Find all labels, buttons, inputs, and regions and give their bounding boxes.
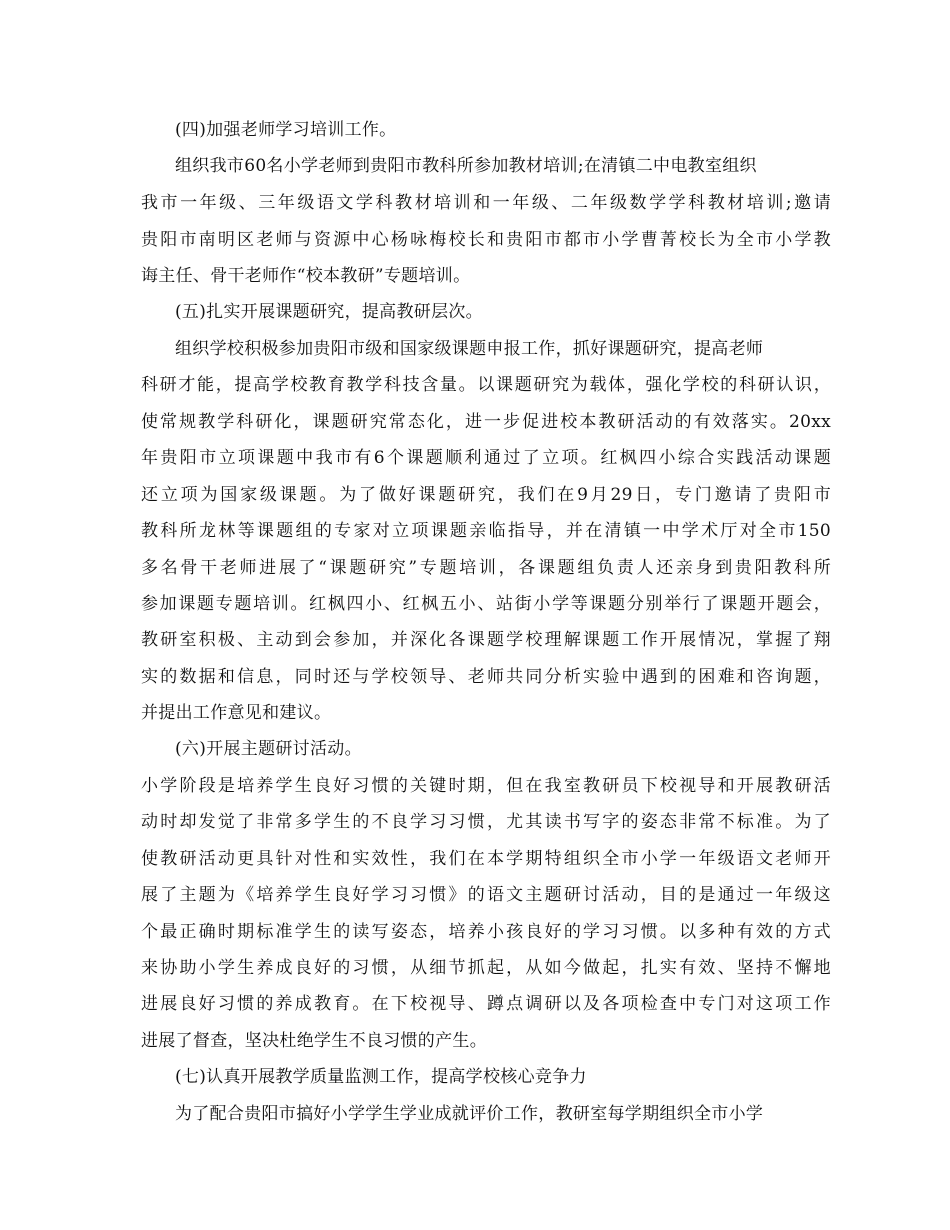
paragraph-line: 实的数据和信息，同时还与学校领导、老师共同分析实验中遇到的困难和咨询题， (141, 667, 831, 687)
paragraph-line: 参加课题专题培训。红枫四小、红枫五小、站街小学等课题分别举行了课题开题会， (141, 594, 831, 614)
heading-section-7: (七)认真开展教学质量监测工作，提高学校核心竞争力 (175, 1067, 587, 1087)
paragraph-line: 使教研活动更具针对性和实效性，我们在本学期特组织全市小学一年级语文老师开 (141, 849, 831, 869)
paragraph-line: 科研才能，提高学校教育教学科技含量。以课题研究为载体，强化学校的科研认识， (141, 375, 831, 395)
paragraph-line: 个最正确时期标准学生的读写姿态，培养小孩良好的学习习惯。以多种有效的方式 (141, 922, 831, 942)
paragraph-line: 并提出工作意见和建议。 (141, 703, 332, 723)
paragraph-line: 展了主题为《培养学生良好学习习惯》的语文主题研讨活动，目的是通过一年级这 (141, 885, 831, 905)
paragraph-line: 我市一年级、三年级语文学科教材培训和一年级、二年级数学学科教材培训;邀请 (141, 193, 831, 213)
paragraph-line: 组织学校积极参加贵阳市级和国家级课题申报工作，抓好课题研究，提高老师 (175, 339, 764, 359)
paragraph-line: 还立项为国家级课题。为了做好课题研究，我们在9月29日，专门邀请了贵阳市 (141, 485, 831, 505)
paragraph-line: 使常规教学科研化，课题研究常态化，进一步促进校本教研活动的有效落实。20xx (141, 412, 831, 432)
paragraph-line: 来协助小学生养成良好的习惯，从细节抓起，从如今做起，扎实有效、坚持不懈地 (141, 958, 831, 978)
paragraph-line: 进展良好习惯的养成教育。在下校视导、蹲点调研以及各项检查中专门对这项工作 (141, 994, 831, 1014)
paragraph-line: 年贵阳市立项课题中我市有6个课题顺利通过了立项。红枫四小综合实践活动课题 (141, 448, 831, 468)
paragraph-line: 多名骨干老师进展了“课题研究”专题培训，各课题组负责人还亲身到贵阳教科所 (141, 558, 831, 578)
paragraph-line: 动时却发觉了非常多学生的不良学习习惯，尤其读书写字的姿态非常不标准。为了 (141, 812, 831, 832)
paragraph-line: 教研室积极、主动到会参加，并深化各课题学校理解课题工作开展情况，掌握了翔 (141, 630, 831, 650)
heading-section-4: (四)加强老师学习培训工作。 (175, 120, 397, 140)
paragraph-line: 教科所龙林等课题组的专家对立项课题亲临指导，并在清镇一中学术厅对全市150 (141, 521, 831, 541)
heading-section-5: (五)扎实开展课题研究，提高教研层次。 (175, 302, 483, 322)
heading-section-6: (六)开展主题研讨活动。 (175, 739, 362, 759)
paragraph-line: 为了配合贵阳市搞好小学学生学业成就评价工作，教研室每学期组织全市小学 (175, 1104, 764, 1124)
paragraph-line: 小学阶段是培养学生良好习惯的关键时期，但在我室教研员下校视导和开展教研活 (141, 776, 831, 796)
paragraph-line: 诲主任、骨干老师作“校本教研”专题培训。 (141, 266, 471, 286)
paragraph-line: 组织我市60名小学老师到贵阳市教科所参加教材培训;在清镇二中电教室组织 (175, 156, 757, 176)
paragraph-line: 进展了督查，坚决杜绝学生不良习惯的产生。 (141, 1031, 487, 1051)
paragraph-line: 贵阳市南明区老师与资源中心杨咏梅校长和贵阳市都市小学曹菁校长为全市小学教 (141, 230, 831, 250)
